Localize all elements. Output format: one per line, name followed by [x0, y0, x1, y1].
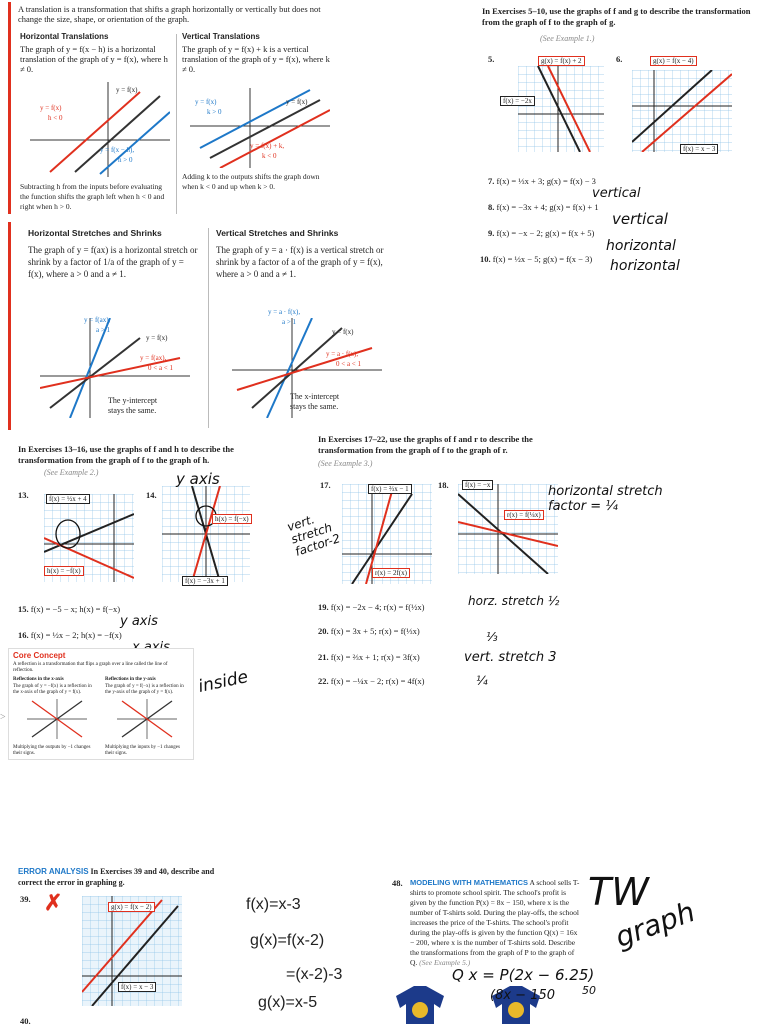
ex6-graph: [632, 70, 732, 152]
core-right-body: The graph of y = f(−x) is a reflection in the y-axis of the graph of y = f(x).: [105, 684, 184, 695]
vs-label-3: y = a · f(x),: [326, 350, 359, 358]
hs-label-4: 0 < a < 1: [148, 364, 174, 372]
ex-num-5: 5.: [488, 54, 495, 64]
h-translation-title: Horizontal Translations: [20, 32, 109, 41]
vs-label-4: 0 < a < 1: [336, 360, 362, 368]
ex-num-40: 40.: [20, 1016, 31, 1026]
v-label-3: y = f(x) + k,: [250, 142, 285, 150]
h-label-3: y = f(x − h),: [100, 146, 135, 154]
hw-third-20: ⅓: [486, 630, 498, 644]
ex-item-15: 15. f(x) = −5 − x; h(x) = f(−x): [18, 604, 121, 614]
ex-item-9: 9. f(x) = −x − 2; g(x) = f(x + 5): [488, 228, 595, 238]
vs-label-2: y = f(x): [332, 328, 354, 336]
core-right-title: Reflections in the y-axis: [105, 677, 156, 682]
vs-label-6: stays the same.: [290, 402, 339, 411]
ex14-f-label: f(x) = −3x + 1: [182, 576, 228, 586]
ex-item-10: 10. f(x) = ½x − 5; g(x) = f(x − 3): [480, 254, 593, 264]
v-label-0: y = f(x): [286, 98, 308, 106]
hw-quarter-22: ¼: [476, 674, 488, 688]
hw-vert-stretch-21: vert. stretch 3: [464, 650, 557, 665]
hw-inside: inside: [196, 666, 250, 698]
hs-label-2: y = f(x): [146, 334, 168, 342]
ex-num-17: 17.: [320, 480, 331, 490]
h-translation-caption: Subtracting h from the inputs before evaluating the function shifts the graph left when h < 0 and right when h > 0.: [20, 182, 165, 211]
vs-label-1: a > 1: [282, 318, 297, 326]
error-instructions: ERROR ANALYSIS In Exercises 39 and 40, describe and correct the error in graphing g.: [18, 867, 215, 887]
ex5-graph: [518, 66, 604, 152]
ex-item-20: 20. f(x) = 3x + 5; r(x) = f(⅓x): [318, 626, 420, 636]
ex-num-6: 6.: [616, 54, 623, 64]
section-bar: [8, 222, 11, 430]
hs-label-6: stays the same.: [108, 406, 157, 415]
section-bar: [8, 2, 11, 214]
v-stretch-body: The graph of y = a · f(x) is a vertical stretch or shrink by a factor of a of the graph of y = f(x), where a > 0 and a ≠ 1.: [216, 245, 384, 279]
hs-label-1: a > 1: [96, 326, 111, 334]
h-label-2: h < 0: [48, 114, 63, 122]
x-mark: ✗: [44, 890, 63, 915]
ex13-f-label: f(x) = ½x + 4: [46, 494, 90, 504]
divider: [208, 228, 209, 428]
ex18-graph: [458, 484, 558, 574]
ex14-graph: [162, 486, 250, 582]
ex18-f-label: f(x) = −x: [462, 480, 493, 490]
ex17-r-label: r(x) = 2f(x): [372, 568, 410, 578]
divider: [176, 34, 177, 214]
work-line-2: g(x)=f(x-2): [250, 932, 325, 949]
v-translation-body: The graph of y = f(x) + k is a vertical translation of the graph of y = f(x), where k ≠ 0.: [182, 44, 330, 74]
hw-y-axis-15: y axis: [120, 614, 158, 629]
hw-fifty: 50: [582, 984, 596, 997]
ex-num-18: 18.: [438, 480, 449, 490]
ex5-instructions: In Exercises 5–10, use the graphs of f and g to describe the transformation from the graph of f to the graph of g.: [482, 6, 751, 27]
ex48-text: MODELING WITH MATHEMATICS A school sells T-shirts to promote school spirit. The school's profit is given by the function P(x) = 8x − 150, where x is the number of T-shirts sold. During the play-offs, the school increases the price of the T-shirts. The school's profit during the play-offs is given by the function Q(x) = 16x − 200, where x is the number of T-shirts sold. Describe the transformations from the graph of P to the graph of Q. (See Example 5.): [410, 878, 580, 967]
hw-vertical-8: vertical: [612, 210, 668, 228]
ex-num-39: 39.: [20, 894, 31, 904]
ex18-r-label: r(x) = f(¼x): [504, 510, 544, 520]
ex39-f-label: f(x) = x − 3: [118, 982, 156, 992]
core-intro: A reflection is a transformation that flips a graph over a line called the line of reflection.: [13, 662, 168, 673]
ex39-g-label: g(x) = f(x − 2): [108, 902, 155, 912]
work-line-3: =(x-2)-3: [286, 966, 343, 983]
hw-vertical-7: vertical: [592, 186, 641, 201]
ex6-g-label: g(x) = f(x − 4): [650, 56, 697, 66]
core-left-body: The graph of y = −f(x) is a reflection in the x-axis of the graph of y = f(x).: [13, 684, 92, 695]
h-label-1: y = f(x): [40, 104, 62, 112]
v-label-1: y = f(x): [195, 98, 217, 106]
ex13-see: (See Example 2.): [44, 468, 99, 477]
ex13-h-label: h(x) = −f(x): [44, 566, 84, 576]
side-arrow[interactable]: >: [0, 712, 6, 723]
h-label-4: h > 0: [118, 156, 133, 164]
h-stretch-body: The graph of y = f(ax) is a horizontal stretch or shrink by a factor of 1/a of the graph of y = f(x), where a > 0 and a ≠ 1.: [28, 245, 198, 279]
ex17-f-label: f(x) = ⅔x − 1: [368, 484, 412, 494]
ex5-g-label: g(x) = f(x) + 2: [538, 56, 585, 66]
core-right-graph: [117, 699, 177, 739]
hs-label-3: y = f(ax),: [140, 354, 167, 362]
hw-vert-stretch-17: vert. stretch factor-2: [285, 512, 342, 559]
v-label-4: k < 0: [262, 152, 277, 160]
ex-item-19: 19. f(x) = −2x − 4; r(x) = f(½x): [318, 602, 425, 612]
ex17-instructions: In Exercises 17–22, use the graphs of f and r to describe the transformation from the graph of f to the graph of r.: [318, 434, 533, 455]
ex-item-8: 8. f(x) = −3x + 4; g(x) = f(x) + 1: [488, 202, 599, 212]
hw-q-expression: Q x = P(2x − 6.25): [452, 966, 595, 984]
core-left-title: Reflections in the x-axis: [13, 677, 64, 682]
v-label-2: k > 0: [207, 108, 222, 116]
ex-num-13: 13.: [18, 490, 29, 500]
ex5-f-label: f(x) = −2x: [500, 96, 535, 106]
hw-y-axis-14: y axis: [176, 470, 220, 488]
hw-p-expression: (8x − 150: [490, 988, 556, 1003]
v-translation-caption: Adding k to the outputs shifts the graph down when k < 0 and up when k > 0.: [182, 172, 320, 191]
hw-horizontal-9: horizontal: [606, 238, 676, 254]
ex6-f-label: f(x) = x − 3: [680, 144, 718, 154]
v-stretch-title: Vertical Stretches and Shrinks: [216, 228, 339, 238]
ex5-see: (See Example 1.): [540, 34, 595, 43]
h-translation-body: The graph of y = f(x − h) is a horizontal translation of the graph of y = f(x), where h ≠ 0.: [20, 44, 168, 74]
ex-item-22: 22. f(x) = −¼x − 2; r(x) = 4f(x): [318, 676, 425, 686]
hw-graph: graph: [610, 894, 700, 955]
hs-label-5: The y-intercept: [108, 396, 158, 405]
core-left-caption: Multiplying the outputs by −1 changes their signs.: [13, 745, 91, 756]
vs-label-5: The x-intercept: [290, 392, 340, 401]
ex17-see: (See Example 3.): [318, 459, 373, 468]
ex13-instructions: In Exercises 13–16, use the graphs of f and h to describe the transformation from the graph of f to the graph of h.: [18, 444, 234, 465]
hw-horizontal-stretch-18: horizontal stretch factor = ¼: [548, 484, 663, 514]
hw-tw: TW: [588, 870, 649, 914]
translation-intro: A translation is a transformation that shifts a graph horizontally or vertically but does not change the size, shape, or orientation of the graph.: [18, 4, 321, 24]
work-line-1: f(x)=x-3: [246, 896, 301, 913]
ex-item-16: 16. f(x) = ½x − 2; h(x) = −f(x): [18, 630, 122, 640]
hw-horz-stretch-19: horz. stretch ½: [468, 594, 560, 608]
work-line-4: g(x)=x-5: [258, 994, 318, 1011]
hs-label-0: y = f(ax),: [84, 316, 111, 324]
core-left-graph: [27, 699, 87, 739]
h-label-0: y = f(x): [116, 86, 138, 94]
core-concept-card: [8, 648, 194, 760]
hw-horizontal-10: horizontal: [610, 258, 680, 274]
h-translation-graph: [30, 82, 170, 177]
ex-num-48: 48.: [392, 878, 403, 888]
h-stretch-title: Horizontal Stretches and Shrinks: [28, 228, 162, 238]
v-translation-title: Vertical Translations: [182, 32, 260, 41]
core-right-caption: Multiplying the inputs by −1 changes their signs.: [105, 745, 180, 756]
ex-item-21: 21. f(x) = ⅔x + 1; r(x) = 3f(x): [318, 652, 420, 662]
core-title: Core Concept: [13, 651, 66, 660]
ex14-h-label: h(x) = f(−x): [212, 514, 252, 524]
vs-label-0: y = a · f(x),: [268, 308, 301, 316]
ex-num-14: 14.: [146, 490, 157, 500]
ex-item-7: 7. f(x) = ⅓x + 3; g(x) = f(x) − 3: [488, 176, 596, 186]
